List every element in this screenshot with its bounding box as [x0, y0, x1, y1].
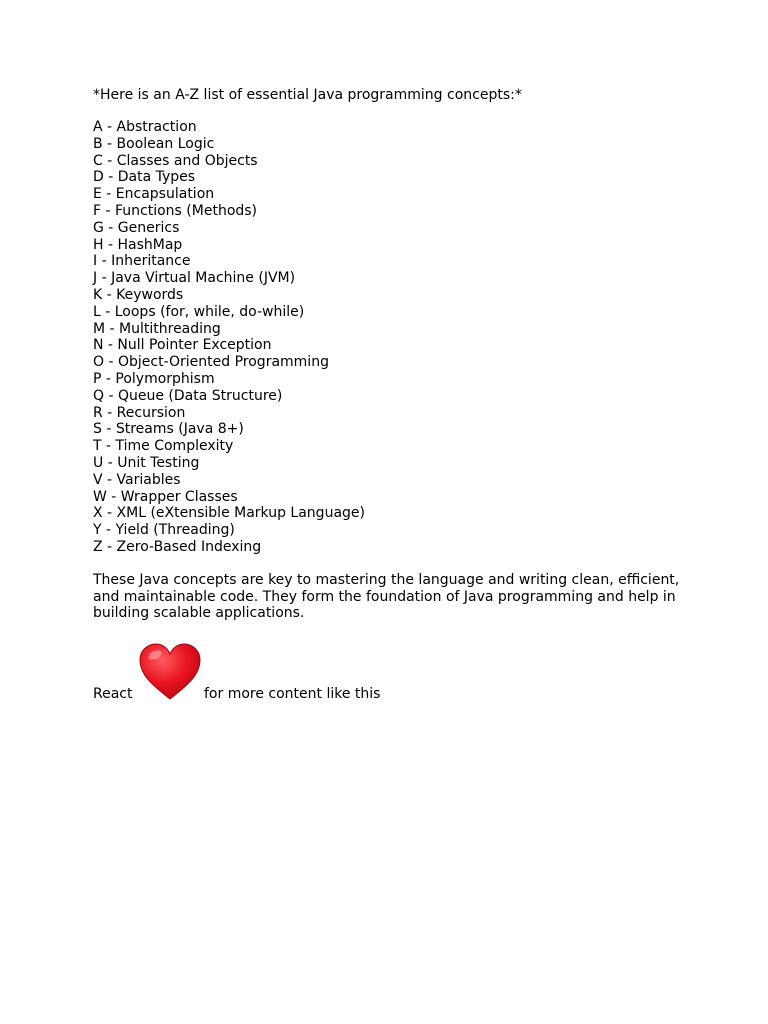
list-item: Q - Queue (Data Structure) [93, 387, 283, 404]
react-suffix-text: for more content like this [204, 686, 381, 703]
react-prefix-text: React [93, 686, 133, 703]
list-item: C - Classes and Objects [93, 152, 258, 169]
list-item: M - Multithreading [93, 320, 221, 337]
list-item: Y - Yield (Threading) [93, 522, 235, 539]
list-item: P - Polymorphism [93, 370, 215, 387]
list-item: I - Inheritance [93, 253, 191, 270]
list-item: T - Time Complexity [93, 438, 234, 455]
list-item: D - Data Types [93, 169, 196, 186]
document-page [93, 86, 683, 706]
list-item: R - Recursion [93, 404, 186, 421]
react-prompt [93, 642, 683, 706]
list-item: E - Encapsulation [93, 186, 215, 203]
list-item: J - Java Virtual Machine (JVM) [93, 270, 296, 287]
list-item: G - Generics [93, 219, 180, 236]
list-item: K - Keywords [93, 286, 184, 303]
heart-icon [137, 642, 203, 702]
list-item: A - Abstraction [93, 119, 197, 135]
list-item: F - Functions (Methods) [93, 202, 258, 219]
list-item: W - Wrapper Classes [93, 488, 238, 505]
list-item: S - Streams (Java 8+) [93, 421, 244, 438]
list-item: V - Variables [93, 471, 181, 488]
list-item: X - XML (eXtensible Markup Language) [93, 505, 365, 522]
concept-list [93, 119, 683, 556]
list-item: B - Boolean Logic [93, 135, 215, 152]
list-item: H - HashMap [93, 236, 183, 253]
list-item: N - Null Pointer Exception [93, 337, 272, 354]
list-item: O - Object-Oriented Programming [93, 354, 329, 371]
intro-text: *Here is an A-Z list of essential Java programming concepts:* [93, 87, 522, 103]
closing-paragraph: These Java concepts are key to mastering the language and writing clean, efficient, and maintainable code. They form the foundation of Java programming and help in building scalable applications. [93, 571, 680, 622]
list-item: U - Unit Testing [93, 454, 200, 471]
list-item: Z - Zero-Based Indexing [93, 538, 262, 555]
list-item: L - Loops (for, while, do-while) [93, 303, 305, 320]
